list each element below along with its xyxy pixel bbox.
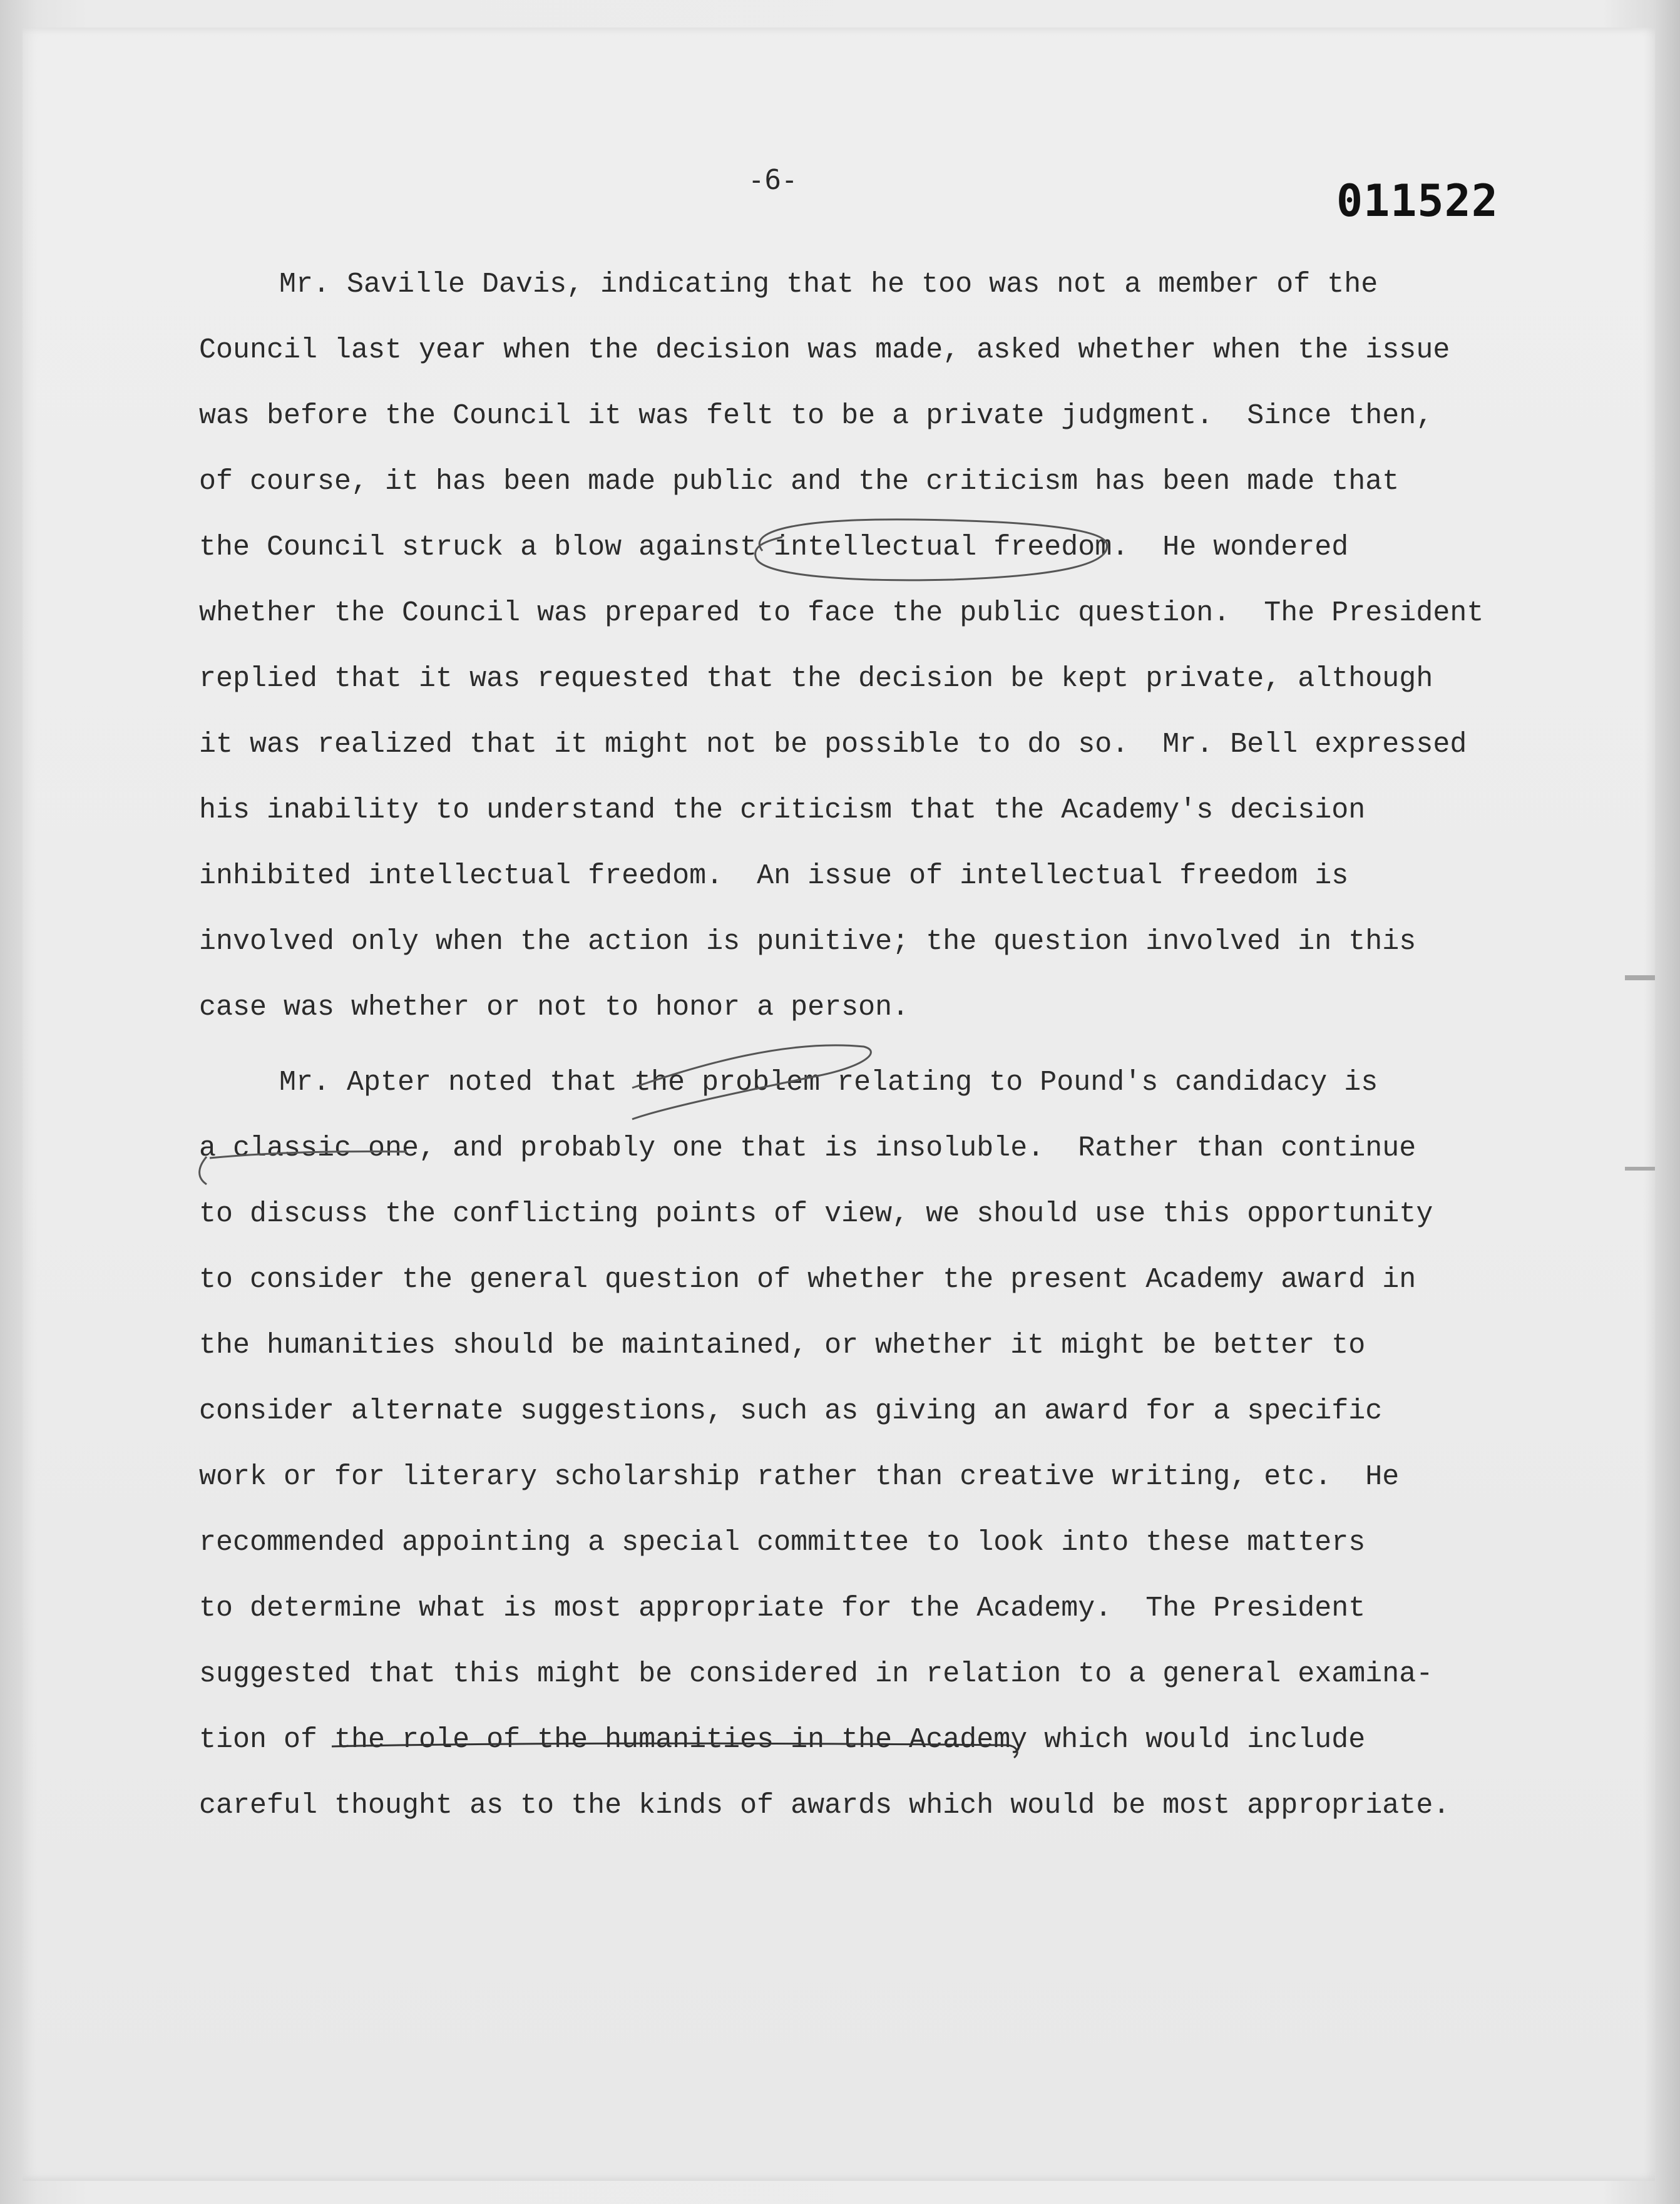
text-line: the humanities should be maintained, or whether it might be better to (199, 1330, 1366, 1361)
text-line: whether the Council was prepared to face the public question. The President (199, 597, 1484, 629)
text-line: suggested that this might be considered in relation to a general examina- (199, 1658, 1433, 1690)
text-line: to consider the general question of whether the present Academy award in (199, 1264, 1416, 1296)
margin-mark (1625, 975, 1655, 980)
text-line: tion of the role of the humanities in the Academy which would include (199, 1724, 1366, 1756)
text-line: case was whether or not to honor a person. (199, 992, 909, 1023)
text-line: it was realized that it might not be possible to do so. Mr. Bell expressed (199, 729, 1467, 761)
text-line: replied that it was requested that the decision be kept private, although (199, 663, 1433, 695)
text-line: inhibited intellectual freedom. An issue of intellectual freedom is (199, 860, 1349, 892)
text-line: involved only when the action is punitive; the question involved in this (199, 926, 1416, 958)
text-line: Mr. Apter noted that the problem relating to Pound's candidacy is (279, 1067, 1378, 1099)
text-line: to determine what is most appropriate for the Academy. The President (199, 1592, 1366, 1624)
text-line: a classic one, and probably one that is insoluble. Rather than continue (199, 1132, 1416, 1164)
text-line: Council last year when the decision was made, asked whether when the issue (199, 334, 1450, 366)
document-id: 011522 (1336, 175, 1498, 227)
text-line: the Council struck a blow against intellectual freedom. He wondered (199, 531, 1349, 563)
text-line: careful thought as to the kinds of awards which would be most appropriate. (199, 1790, 1450, 1822)
text-line: Mr. Saville Davis, indicating that he too was not a member of the (279, 269, 1378, 300)
text-line: consider alternate suggestions, such as giving an award for a specific (199, 1395, 1383, 1427)
text-line: work or for literary scholarship rather than creative writing, etc. He (199, 1461, 1400, 1493)
text-line: to discuss the conflicting points of view, we should use this opportunity (199, 1198, 1433, 1230)
page-number: -6- (748, 164, 798, 196)
margin-mark (1625, 1167, 1655, 1171)
text-line: was before the Council it was felt to be a private judgment. Since then, (199, 400, 1433, 432)
text-line: his inability to understand the criticism that the Academy's decision (199, 794, 1366, 826)
text-line: of course, it has been made public and the criticism has been made that (199, 466, 1400, 498)
text-line: recommended appointing a special committee to look into these matters (199, 1527, 1366, 1559)
